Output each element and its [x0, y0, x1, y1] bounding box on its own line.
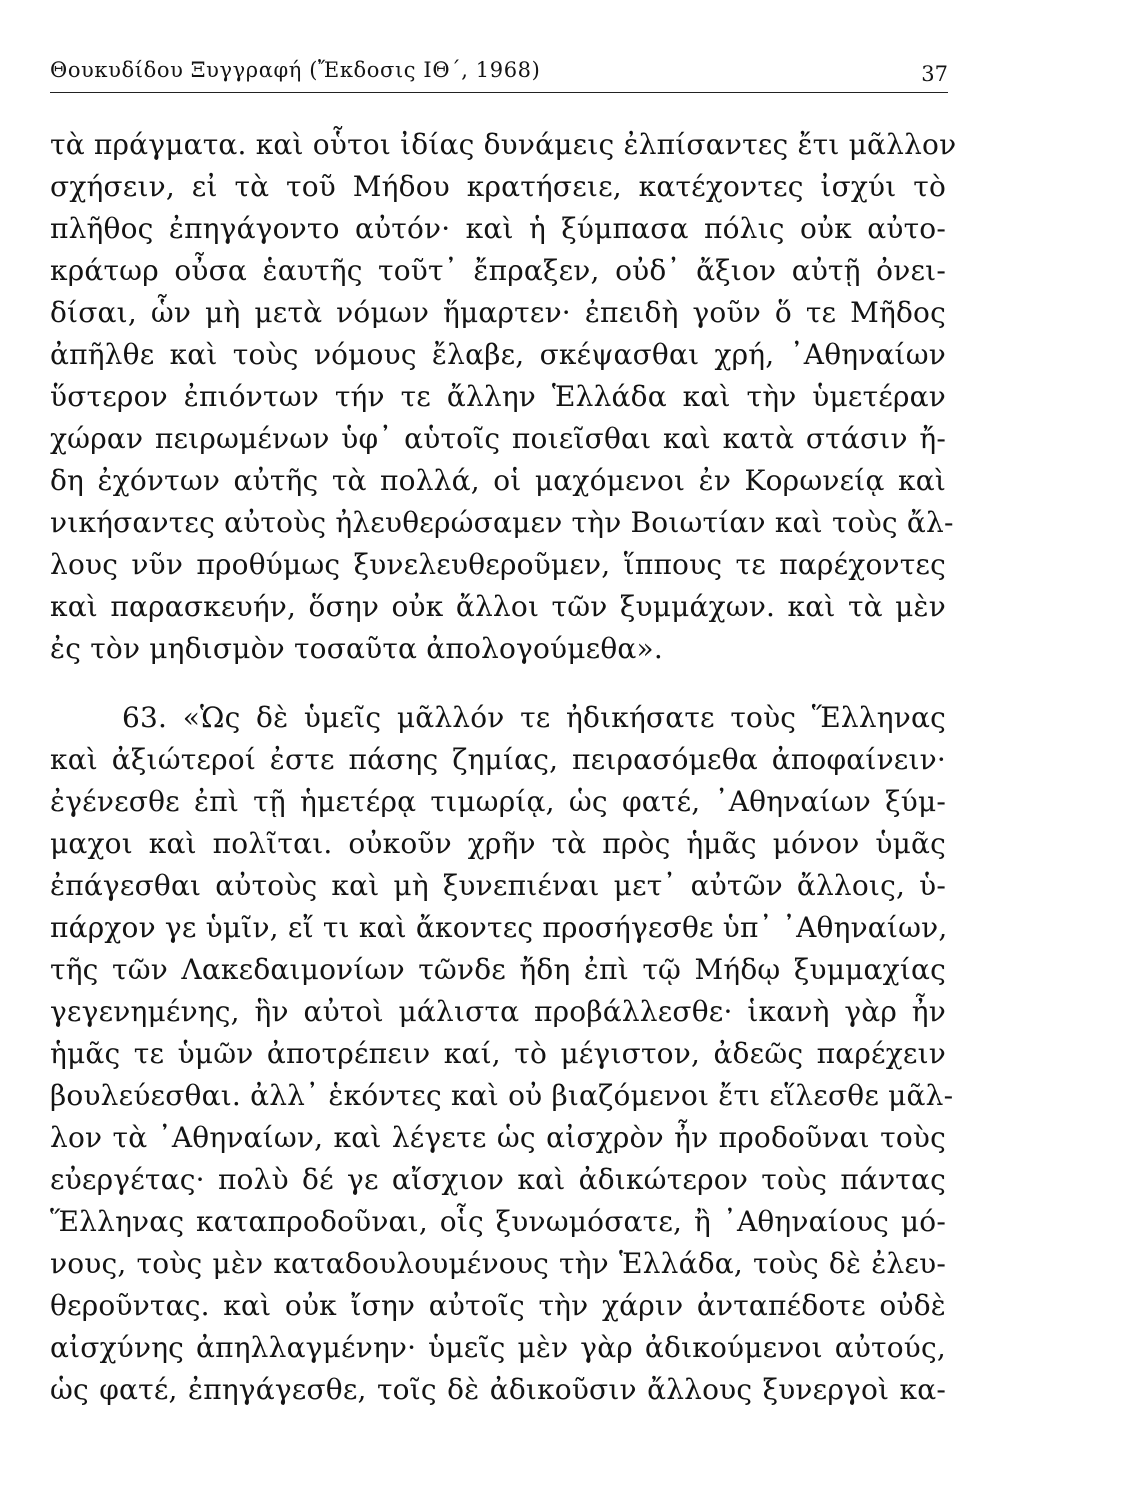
- text-line: δη ἐχόντων αὐτῆς τὰ πολλά, οἱ μαχόμενοι ἐν Κορωνείᾳ καὶ: [50, 464, 946, 497]
- text-line: λον τὰ ᾽Αθηναίων, καὶ λέγετε ὡς αἰσχρὸν ἦν προδοῦναι τοὺς: [50, 1121, 946, 1154]
- text-line: νους, τοὺς μὲν καταδουλουμένους τὴν Ἑλλάδα, τοὺς δὲ ἐλευ-: [50, 1247, 946, 1280]
- text-line: 63. «Ὡς δὲ ὑμεῖς μᾶλλόν τε ἠδικήσατε τοὺς Ἕλληνας: [122, 701, 946, 734]
- running-title: Θουκυδίδου Ξυγγραφή (Ἔκδοσις ΙΘ΄, 1968): [50, 58, 541, 82]
- page-number: 37: [921, 62, 948, 86]
- text-line: χώραν πειρωμένων ὑφ᾽ αὑτοῖς ποιεῖσθαι καὶ κατὰ στάσιν ἤ-: [50, 422, 946, 455]
- text-line: αἰσχύνης ἀπηλλαγμένην· ὑμεῖς μὲν γὰρ ἀδικούμενοι αὐτούς,: [50, 1331, 946, 1364]
- text-line: ἀπῆλθε καὶ τοὺς νόμους ἔλαβε, σκέψασθαι χρή, ᾽Αθηναίων: [50, 338, 946, 371]
- text-line: εὐεργέτας· πολὺ δέ γε αἴσχιον καὶ ἀδικώτερον τοὺς πάντας: [50, 1163, 946, 1196]
- text-line: τῆς τῶν Λακεδαιμονίων τῶνδε ἤδη ἐπὶ τῷ Μήδῳ ξυμμαχίας: [50, 953, 946, 986]
- text-line: ὕστερον ἐπιόντων τήν τε ἄλλην Ἑλλάδα καὶ τὴν ὑμετέραν: [50, 380, 946, 413]
- text-line: σχήσειν, εἰ τὰ τοῦ Μήδου κρατήσειε, κατέχοντες ἰσχύι τὸ: [50, 170, 946, 203]
- text-line: καὶ παρασκευήν, ὅσην οὐκ ἄλλοι τῶν ξυμμάχων. καὶ τὰ μὲν: [50, 590, 946, 623]
- text-line: μαχοι καὶ πολῖται. οὐκοῦν χρῆν τὰ πρὸς ἡμᾶς μόνον ὑμᾶς: [50, 827, 946, 860]
- text-line: ἐγένεσθε ἐπὶ τῇ ἡμετέρᾳ τιμωρίᾳ, ὡς φατέ, ᾽Αθηναίων ξύμ-: [50, 785, 946, 818]
- text-line: πλῆθος ἐπηγάγοντο αὐτόν· καὶ ἡ ξύμπασα πόλις οὐκ αὐτο-: [50, 212, 946, 245]
- text-line: καὶ ἀξιώτεροί ἐστε πάσης ζημίας, πειρασόμεθα ἀποφαίνειν·: [50, 743, 946, 776]
- text-line: τὰ πράγματα. καὶ οὗτοι ἰδίας δυνάμεις ἐλπίσαντες ἔτι μᾶλλον: [50, 128, 957, 161]
- text-line: γεγενημένης, ἣν αὐτοὶ μάλιστα προβάλλεσθε· ἱκανὴ γὰρ ἦν: [50, 995, 946, 1028]
- text-line: δίσαι, ὧν μὴ μετὰ νόμων ἥμαρτεν· ἐπειδὴ γοῦν ὅ τε Μῆδος: [50, 296, 946, 329]
- running-header: [50, 58, 948, 93]
- text-line: κράτωρ οὖσα ἑαυτῆς τοῦτ᾽ ἔπραξεν, οὐδ᾽ ἄξιον αὐτῇ ὀνει-: [50, 254, 946, 287]
- text-line: ὡς φατέ, ἐπηγάγεσθε, τοῖς δὲ ἀδικοῦσιν ἄλλους ξυνεργοὶ κα-: [50, 1373, 946, 1406]
- text-line: ἐπάγεσθαι αὐτοὺς καὶ μὴ ξυνεπιέναι μετ᾽ αὐτῶν ἄλλοις, ὑ-: [50, 869, 946, 902]
- text-line: Ἕλληνας καταπροδοῦναι, οἷς ξυνωμόσατε, ἢ ᾽Αθηναίους μό-: [50, 1205, 946, 1238]
- text-line: ἡμᾶς τε ὑμῶν ἀποτρέπειν καί, τὸ μέγιστον, ἀδεῶς παρέχειν: [50, 1037, 946, 1070]
- text-line: νικήσαντες αὐτοὺς ἠλευθερώσαμεν τὴν Βοιωτίαν καὶ τοὺς ἄλ-: [50, 506, 954, 539]
- text-line: λους νῦν προθύμως ξυνελευθεροῦμεν, ἵππους τε παρέχοντες: [50, 548, 946, 581]
- text-line: θεροῦντας. καὶ οὐκ ἴσην αὐτοῖς τὴν χάριν ἀνταπέδοτε οὐδὲ: [50, 1289, 946, 1322]
- text-line: ἐς τὸν μηδισμὸν τοσαῦτα ἀπολογούμεθα».: [50, 632, 663, 665]
- text-line: βουλεύεσθαι. ἀλλ᾽ ἑκόντες καὶ οὐ βιαζόμενοι ἔτι εἵλεσθε μᾶλ-: [50, 1079, 954, 1112]
- text-line: πάρχον γε ὑμῖν, εἴ τι καὶ ἄκοντες προσήγεσθε ὑπ᾽ ᾽Αθηναίων,: [50, 911, 948, 944]
